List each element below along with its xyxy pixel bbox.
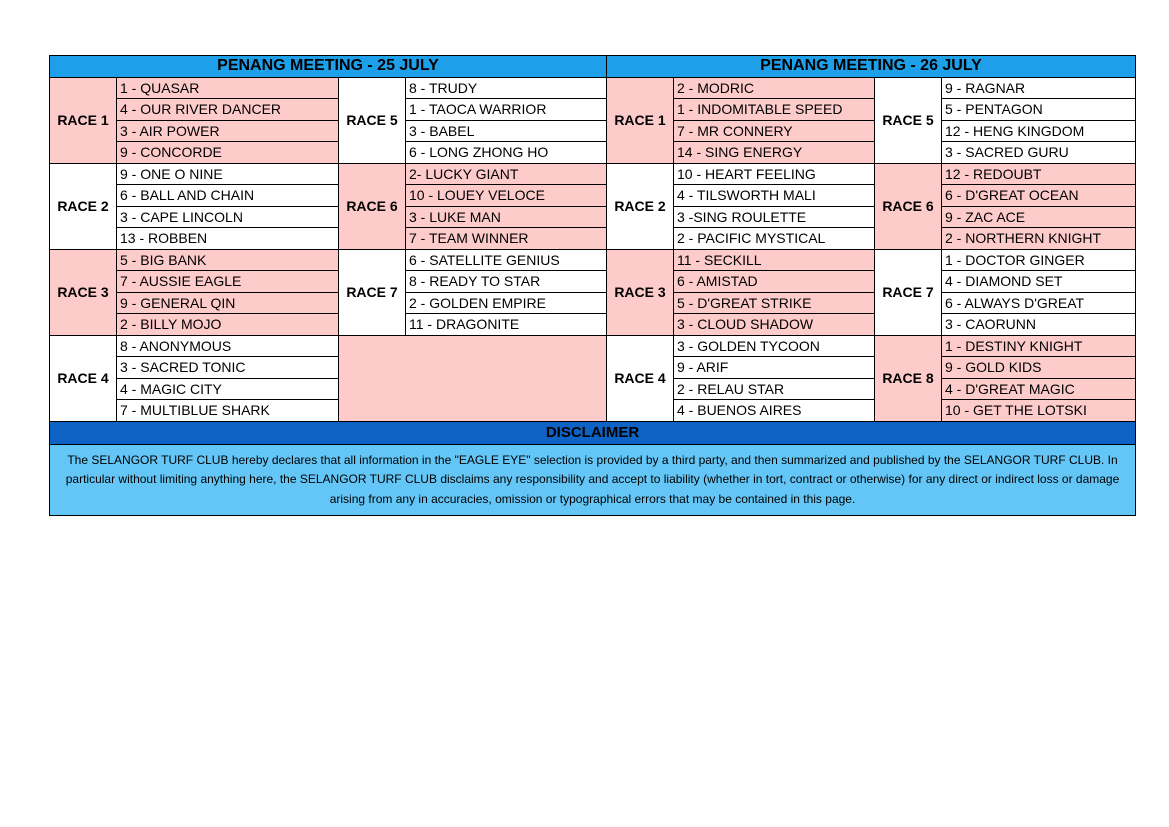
- horse-entry: 3 - BABEL: [406, 120, 607, 142]
- horse-entry: 7 - MULTIBLUE SHARK: [117, 400, 339, 422]
- horse-entry: 2 - GOLDEN EMPIRE: [406, 292, 607, 314]
- horse-entry: 1 - DESTINY KNIGHT: [942, 335, 1136, 357]
- horse-entry: 3 - AIR POWER: [117, 120, 339, 142]
- race-label: RACE 3: [50, 249, 117, 335]
- disclaimer-header-row: [50, 421, 1136, 444]
- race-label: RACE 6: [339, 163, 406, 249]
- horse-entry: 6 - D'GREAT OCEAN: [942, 185, 1136, 207]
- table-row: [50, 206, 1136, 228]
- horse-entry: 9 - ONE O NINE: [117, 163, 339, 185]
- meeting-header-row: [50, 56, 1136, 78]
- disclaimer-body-row: [50, 444, 1136, 516]
- horse-entry: 5 - BIG BANK: [117, 249, 339, 271]
- horse-entry: 2 - MODRIC: [674, 77, 875, 99]
- table-row: [50, 185, 1136, 207]
- race-label: RACE 5: [339, 77, 406, 163]
- race-selection-table: [49, 55, 1136, 516]
- table-row: [50, 142, 1136, 164]
- horse-entry: 1 - TAOCA WARRIOR: [406, 99, 607, 121]
- horse-entry: 2 - NORTHERN KNIGHT: [942, 228, 1136, 250]
- race-label: RACE 7: [339, 249, 406, 335]
- horse-entry: 9 - GOLD KIDS: [942, 357, 1136, 379]
- horse-entry: 9 - ZAC ACE: [942, 206, 1136, 228]
- race-label: RACE 1: [50, 77, 117, 163]
- horse-entry: 1 - DOCTOR GINGER: [942, 249, 1136, 271]
- horse-entry: 6 - BALL AND CHAIN: [117, 185, 339, 207]
- horse-entry: 8 - TRUDY: [406, 77, 607, 99]
- horse-entry: 3 - LUKE MAN: [406, 206, 607, 228]
- horse-entry: 4 - OUR RIVER DANCER: [117, 99, 339, 121]
- horse-entry: 3 - SACRED TONIC: [117, 357, 339, 379]
- horse-entry: 9 - ARIF: [674, 357, 875, 379]
- horse-entry: 3 -SING ROULETTE: [674, 206, 875, 228]
- horse-entry: 4 - MAGIC CITY: [117, 378, 339, 400]
- horse-entry: 9 - RAGNAR: [942, 77, 1136, 99]
- horse-entry: 4 - DIAMOND SET: [942, 271, 1136, 293]
- horse-entry: 9 - GENERAL QIN: [117, 292, 339, 314]
- horse-entry: 5 - PENTAGON: [942, 99, 1136, 121]
- disclaimer-title: DISCLAIMER: [50, 421, 1136, 444]
- race-label: RACE 5: [875, 77, 942, 163]
- horse-entry: 6 - SATELLITE GENIUS: [406, 249, 607, 271]
- horse-entry: 7 - MR CONNERY: [674, 120, 875, 142]
- horse-entry: 2- LUCKY GIANT: [406, 163, 607, 185]
- table-row: [50, 99, 1136, 121]
- horse-entry: 1 - QUASAR: [117, 77, 339, 99]
- race-label: RACE 3: [607, 249, 674, 335]
- horse-entry: 3 - CAORUNN: [942, 314, 1136, 336]
- race-label: RACE 8: [875, 335, 942, 421]
- horse-entry: 6 - AMISTAD: [674, 271, 875, 293]
- table-row: [50, 163, 1136, 185]
- horse-entry: 7 - TEAM WINNER: [406, 228, 607, 250]
- horse-entry: 7 - AUSSIE EAGLE: [117, 271, 339, 293]
- table-row: [50, 314, 1136, 336]
- horse-entry: 10 - HEART FEELING: [674, 163, 875, 185]
- race-label: RACE 6: [875, 163, 942, 249]
- table-row: [50, 120, 1136, 142]
- empty-block: [339, 335, 607, 421]
- horse-entry: 3 - SACRED GURU: [942, 142, 1136, 164]
- horse-entry: 11 - DRAGONITE: [406, 314, 607, 336]
- horse-entry: 1 - INDOMITABLE SPEED: [674, 99, 875, 121]
- horse-entry: 9 - CONCORDE: [117, 142, 339, 164]
- horse-entry: 4 - D'GREAT MAGIC: [942, 378, 1136, 400]
- horse-entry: 3 - GOLDEN TYCOON: [674, 335, 875, 357]
- horse-entry: 10 - GET THE LOTSKI: [942, 400, 1136, 422]
- horse-entry: 5 - D'GREAT STRIKE: [674, 292, 875, 314]
- horse-entry: 3 - CAPE LINCOLN: [117, 206, 339, 228]
- horse-entry: 4 - BUENOS AIRES: [674, 400, 875, 422]
- race-label: RACE 2: [50, 163, 117, 249]
- table-row: [50, 271, 1136, 293]
- meeting-header-day1: PENANG MEETING - 25 JULY: [50, 56, 607, 78]
- table-row: [50, 335, 1136, 357]
- table-row: [50, 77, 1136, 99]
- race-label: RACE 4: [50, 335, 117, 421]
- horse-entry: 6 - ALWAYS D'GREAT: [942, 292, 1136, 314]
- race-label: RACE 4: [607, 335, 674, 421]
- horse-entry: 14 - SING ENERGY: [674, 142, 875, 164]
- meeting-header-day2: PENANG MEETING - 26 JULY: [607, 56, 1136, 78]
- horse-entry: 8 - ANONYMOUS: [117, 335, 339, 357]
- horse-entry: 2 - PACIFIC MYSTICAL: [674, 228, 875, 250]
- horse-entry: 12 - HENG KINGDOM: [942, 120, 1136, 142]
- table-row: [50, 292, 1136, 314]
- horse-entry: 2 - RELAU STAR: [674, 378, 875, 400]
- race-label: RACE 7: [875, 249, 942, 335]
- race-label: RACE 1: [607, 77, 674, 163]
- disclaimer-text: The SELANGOR TURF CLUB hereby declares that all information in the "EAGLE EYE" selection is provided by a third party, and then summarized and published by the SELANGOR TURF CLUB. In particular without limiting anything here, the SELANGOR TURF CLUB disclaims any responsibility and accept to liability (whether in tort, contract or otherwise) for any direct or indirect loss or damage arising from any in accuracies, omission or typographical errors that may be contained in this page.: [50, 444, 1136, 516]
- horse-entry: 6 - LONG ZHONG HO: [406, 142, 607, 164]
- table-row: [50, 228, 1136, 250]
- horse-entry: 2 - BILLY MOJO: [117, 314, 339, 336]
- table-row: [50, 249, 1136, 271]
- horse-entry: 13 - ROBBEN: [117, 228, 339, 250]
- horse-entry: 10 - LOUEY VELOCE: [406, 185, 607, 207]
- horse-entry: 12 - REDOUBT: [942, 163, 1136, 185]
- horse-entry: 11 - SECKILL: [674, 249, 875, 271]
- horse-entry: 3 - CLOUD SHADOW: [674, 314, 875, 336]
- horse-entry: 4 - TILSWORTH MALI: [674, 185, 875, 207]
- horse-entry: 8 - READY TO STAR: [406, 271, 607, 293]
- race-label: RACE 2: [607, 163, 674, 249]
